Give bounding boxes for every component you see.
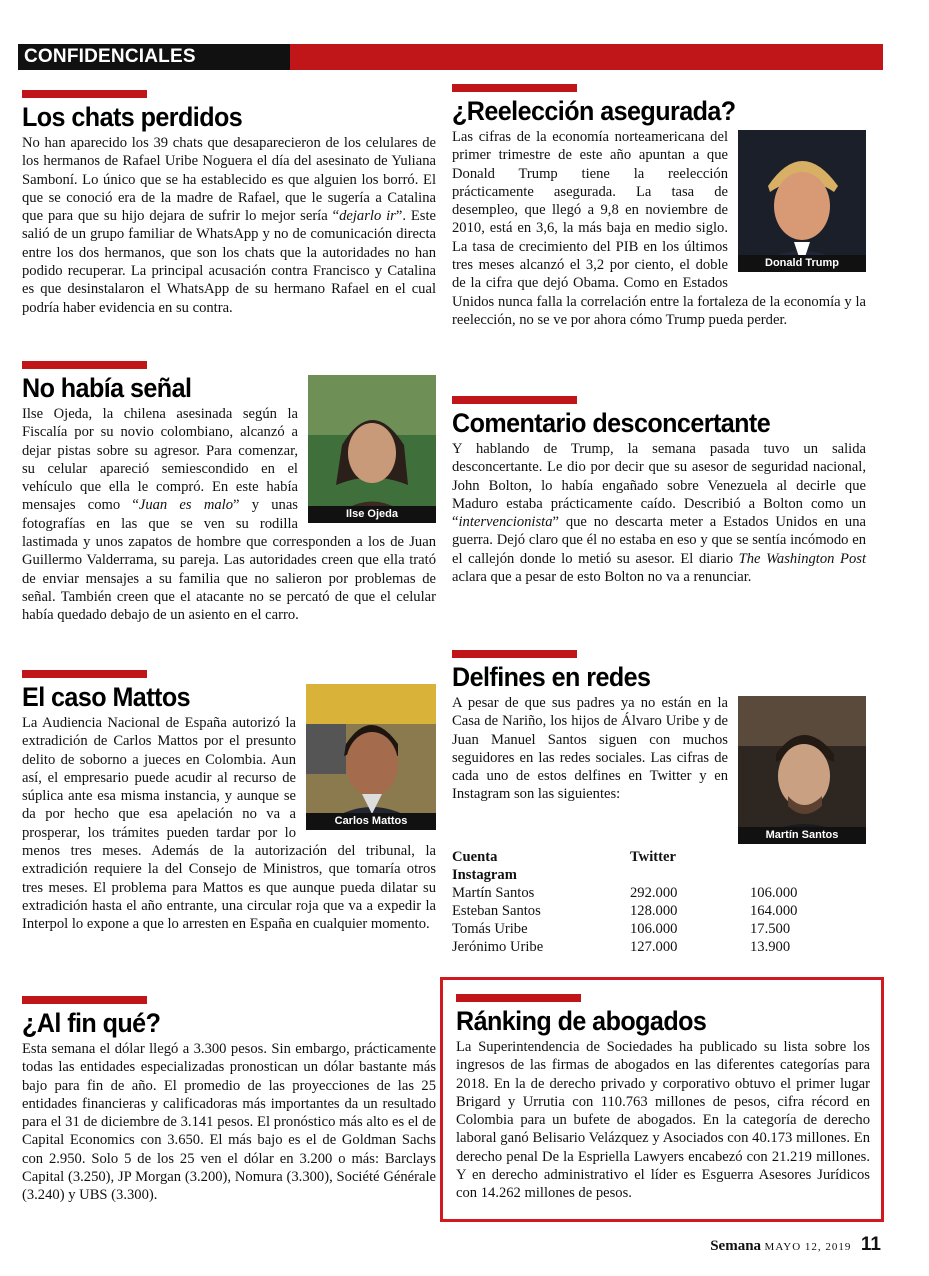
red-rule: [452, 650, 577, 658]
article-delfines: [452, 650, 866, 956]
article-title: ¿Al fin qué?: [22, 1008, 161, 1038]
col-twitter: Twitter: [630, 849, 676, 865]
portrait-image: [738, 130, 866, 272]
photo-caption: Carlos Mattos: [306, 813, 436, 830]
portrait-image: [738, 696, 866, 844]
section-label: CONFIDENCIALES: [18, 44, 290, 70]
article-body: La Audiencia Nacional de España autorizó la extradición de Carlos Mattos por el presunto delito de soborno a jueces en Colombia. Aun así, el empresario puede acudir al recurso de súplica ante esa misma instancia, y aunque se da por hecho que esa apelación no va a prosperar, los trámites pueden tardar por lo menos tres meses. Además de la autorización del tribunal, la extradición requiere la del Consejo de Ministros, que tomaría otros tres meses. El problema para Mattos es que aunque pueda dilatar su extradición hasta el año entrante, una circular roja que va a expedir la Interpol lo expone a que lo arresten en España en cualquier momento.: [22, 715, 436, 933]
photo-caption: Martín Santos: [738, 827, 866, 844]
table-row: Esteban Santos 128.000 164.000: [452, 903, 798, 919]
article-title: ¿Reelección asegurada?: [452, 96, 736, 126]
red-rule: [22, 90, 147, 98]
photo-donald-trump: [738, 130, 866, 272]
followers-table: [452, 848, 866, 956]
article-title: Delfines en redes: [452, 662, 651, 692]
article-body: La Superintendencia de Sociedades ha publicado su lista sobre los ingresos de las firmas de abogados en las diferentes categorías para 2018. En la de derecho privado y corporativo obtuvo el primer lugar Brigard y Urrutia con 110.763 millones de pesos, cifra récord en Colombia para un bufete de abogados. En la categoría de derecho laboral ganó Belisario Velázquez y Asociados con 40.173 millones. En derecho penal De la Espriella Lawyers encabezó con 21.219 millones. Y en derecho administrativo el líder es Esguerra Asesores Jurídicos con 14.262 millones de pesos.: [456, 1039, 870, 1202]
article-dolar: [22, 996, 436, 1205]
photo-caption: Ilse Ojeda: [308, 506, 436, 523]
photo-ilse-ojeda: [308, 375, 436, 523]
portrait-image: [308, 375, 436, 523]
article-title: Ránking de abogados: [456, 1006, 707, 1036]
col-instagram: Instagram: [452, 867, 517, 883]
table-header-row: [452, 848, 866, 866]
red-rule: [22, 996, 147, 1004]
photo-caption: Donald Trump: [738, 255, 866, 272]
article-senal: [22, 361, 436, 625]
table-row: Jerónimo Uribe 127.000 13.900: [452, 939, 791, 955]
article-body: Esta semana el dólar llegó a 3.300 pesos. Sin embargo, prácticamente todas las entidades especializadas pronostican un dólar bastante más bajo para fin de año. El promedio de las proyecciones de las 25 entidades financieras y calificadoras más importantes da un resultado para el 31 de diciembre de 3.141 pesos. El pronóstico más alto es el de Capital Economics con 3.650. El más bajo es el de Goldman Sachs con 2.950. Solo 5 de los 25 ven el dólar en 3.200 o más: Barclays Capital (3.250), JP Morgan (3.200), Nomura (3.300), Société Générale (3.240) y UBS (3.300).: [22, 1041, 436, 1204]
red-rule: [452, 84, 577, 92]
article-ranking: [456, 994, 870, 1203]
magazine-name: Semana: [710, 1238, 762, 1254]
article-comentario: [452, 396, 866, 586]
article-mattos: [22, 670, 436, 934]
red-rule: [452, 396, 577, 404]
article-title: Los chats perdidos: [22, 102, 243, 132]
red-rule: [22, 670, 147, 678]
article-body: Ilse Ojeda, la chilena asesinada según la Fiscalía por su novio colombiano, alcanzó a dejar pistas sobre su agresor. Para comenzar, su celular apareció semiescondido en el vehículo que ella le compró. En este había mensajes como “Juan es malo” y unas fotografías en las que se ven su rodilla lastimada y unos zapatos de hombre que corresponden a los de Juan Guillermo Valderrama, su pareja. Las autoridades creen que ella trató de enviar mensajes a su familia que no salieron por problemas de señal. También creen que el atacante no se percató de que el celular había quedado debajo de un asiento en el carro.: [22, 406, 436, 624]
article-reeleccion: [452, 84, 866, 329]
article-title: El caso Mattos: [22, 682, 191, 712]
photo-carlos-mattos: [306, 684, 436, 830]
table-row: Martín Santos 292.000 106.000: [452, 885, 798, 901]
red-rule: [456, 994, 581, 1002]
page-footer: [710, 1234, 881, 1256]
article-body: Y hablando de Trump, la semana pasada tuvo un salida desconcertante. Le dio por decir que su asesor de seguridad nacional, John Bolton, lo había engañado sobre Venezuela al decirle que Maduro estaba prácticamente caído. Describió a Bolton como un “intervencionista” que no descarta meter a Estados Unidos en una guerra. Dejó claro que él no estaba en eso y que se sentía incómodo en el callejón donde lo metió su asesor. El diario The Washington Post aclara que a pesar de esto Bolton no va a renunciar.: [452, 441, 866, 586]
article-title: Comentario desconcertante: [452, 408, 771, 438]
issue-date: MAYO 12, 2019: [764, 1241, 852, 1253]
col-cuenta: Cuenta: [452, 849, 498, 865]
page-number: 11: [860, 1234, 881, 1255]
red-rule: [22, 361, 147, 369]
article-title: No había señal: [22, 373, 192, 403]
article-chats: [22, 90, 436, 317]
portrait-image: [306, 684, 436, 830]
photo-martin-santos: [738, 696, 866, 844]
article-body: No han aparecido los 39 chats que desaparecieron de los celulares de los hermanos de Rafael Uribe Noguera el día del asesinato de Yuliana Samboní. Lo único que se ha establecido es que alguien los borró. El que se conoció era de la madre de Rafael, que le sugería a Catalina que para que su hijo dejara de sufrir lo mejor sería “dejarlo ir”. Este salió de un grupo familiar de WhatsApp y no de comunicación directa entre los dos hermanos, que son los chats que la autoridades no han podido recuperar. La principal acusación contra Francisco y Catalina es que desinstalaron el WhatsApp de su hermano Rafael en el cual podría haber evidencia en su contra.: [22, 135, 436, 316]
table-header-row-2: [452, 866, 866, 884]
article-body: Las cifras de la economía norteamericana del primer trimestre de este año apuntan a que Donald Trump tiene la reelección prácticamente asegurada. La tasa de desempleo, que llegó a 9,8 en noviembre de 2010, está en 3,6, la más baja en medio siglo. La tasa de crecimiento del PIB en los últimos tres meses alcanzó el 3,2 por ciento, el doble de la cifra que dejó Obama. Como en Estados Unidos nunca falla la correlación entre la fortaleza de la economía y la reelección, no se ve por ahora cómo Trump pueda perder.: [452, 129, 866, 328]
table-row: Tomás Uribe 106.000 17.500: [452, 921, 791, 937]
article-body: A pesar de que sus padres ya no están en la Casa de Nariño, los hijos de Álvaro Uribe y de Juan Manuel Santos siguen con muchos seguidores en las redes sociales. Las cifras de cada uno de estos delfines en Twitter y en Instagram son las siguientes:: [452, 695, 728, 803]
